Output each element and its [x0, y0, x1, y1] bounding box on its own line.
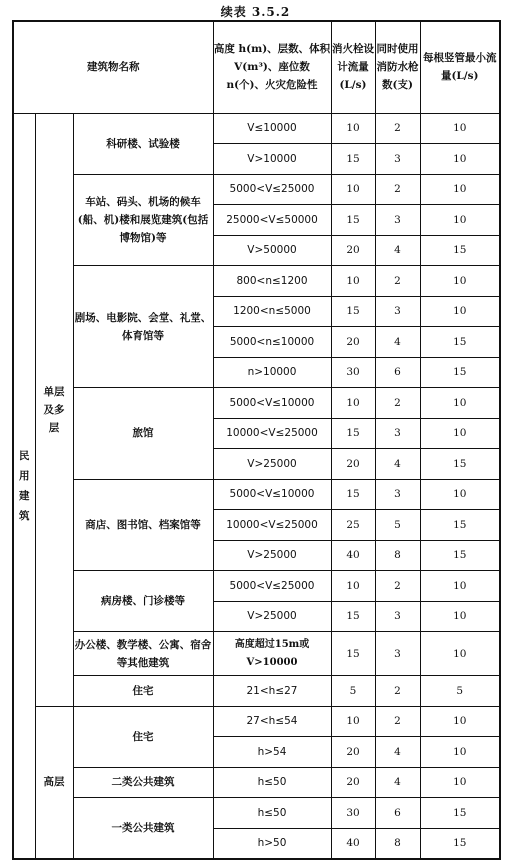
- min-flow-cell: 10: [420, 601, 500, 632]
- condition-cell: V≤10000: [213, 113, 331, 144]
- building-lab: 科研楼、试验楼: [73, 113, 213, 174]
- flow-cell: 5: [331, 676, 375, 707]
- condition-cell: 10000<V≤25000: [213, 418, 331, 449]
- condition-cell: V>25000: [213, 449, 331, 480]
- condition-cell: V>25000: [213, 540, 331, 571]
- flow-cell: 15: [331, 601, 375, 632]
- guns-cell: 3: [375, 296, 420, 327]
- min-flow-cell: 10: [420, 266, 500, 297]
- min-flow-cell: 15: [420, 798, 500, 829]
- min-flow-cell: 15: [420, 449, 500, 480]
- building-theater: 剧场、电影院、会堂、礼堂、体育馆等: [73, 266, 213, 388]
- guns-cell: 2: [375, 706, 420, 737]
- min-flow-cell: 10: [420, 205, 500, 236]
- flow-cell: 10: [331, 571, 375, 602]
- table-title: 续表 3.5.2: [220, 5, 291, 19]
- condition-cell: 27<h≤54: [213, 706, 331, 737]
- guns-cell: 4: [375, 737, 420, 768]
- header-building-name: 建筑物名称: [13, 21, 213, 113]
- guns-cell: 3: [375, 479, 420, 510]
- min-flow-cell: 10: [420, 144, 500, 175]
- header-min-riser-flow: 每根竖管最小流量(L/s): [420, 21, 500, 113]
- min-flow-cell: 5: [420, 676, 500, 707]
- flow-cell: 10: [331, 266, 375, 297]
- min-flow-cell: 15: [420, 510, 500, 541]
- guns-cell: 3: [375, 205, 420, 236]
- condition-cell: 5000<V≤25000: [213, 174, 331, 205]
- flow-cell: 30: [331, 357, 375, 388]
- flow-cell: 40: [331, 540, 375, 571]
- flow-cell: 15: [331, 418, 375, 449]
- guns-cell: 5: [375, 510, 420, 541]
- flow-cell: 15: [331, 144, 375, 175]
- min-flow-cell: 10: [420, 737, 500, 768]
- condition-cell: 高度超过15m或V>10000: [213, 632, 331, 676]
- flow-cell: 15: [331, 632, 375, 676]
- condition-cell: 5000<n≤10000: [213, 327, 331, 358]
- flow-cell: 10: [331, 113, 375, 144]
- min-flow-cell: 15: [420, 357, 500, 388]
- building-public-class1: 一类公共建筑: [73, 798, 213, 859]
- guns-cell: 2: [375, 113, 420, 144]
- min-flow-cell: 15: [420, 540, 500, 571]
- min-flow-cell: 15: [420, 327, 500, 358]
- min-flow-cell: 15: [420, 828, 500, 859]
- group-low-rise: 单层及多层: [35, 113, 73, 706]
- building-hospital: 病房楼、门诊楼等: [73, 571, 213, 632]
- header-gun-count: 同时使用消防水枪数(支): [375, 21, 420, 113]
- guns-cell: 3: [375, 601, 420, 632]
- guns-cell: 3: [375, 144, 420, 175]
- header-design-flow: 消火栓设计流量(L/s): [331, 21, 375, 113]
- guns-cell: 8: [375, 828, 420, 859]
- guns-cell: 2: [375, 388, 420, 419]
- guns-cell: 4: [375, 449, 420, 480]
- table-row: [13, 479, 500, 510]
- flow-cell: 10: [331, 388, 375, 419]
- guns-cell: 4: [375, 327, 420, 358]
- condition-cell: 5000<V≤10000: [213, 388, 331, 419]
- building-house-low: 住宅: [73, 676, 213, 707]
- condition-cell: 21<h≤27: [213, 676, 331, 707]
- table-row: [13, 174, 500, 205]
- flow-cell: 25: [331, 510, 375, 541]
- min-flow-cell: 10: [420, 571, 500, 602]
- condition-cell: h≤50: [213, 798, 331, 829]
- condition-cell: 25000<V≤50000: [213, 205, 331, 236]
- table-row: [13, 798, 500, 829]
- condition-cell: 1200<n≤5000: [213, 296, 331, 327]
- building-hotel: 旅馆: [73, 388, 213, 480]
- min-flow-cell: 10: [420, 632, 500, 676]
- flow-cell: 20: [331, 327, 375, 358]
- table-row: [13, 706, 500, 737]
- guns-cell: 2: [375, 676, 420, 707]
- min-flow-cell: 10: [420, 388, 500, 419]
- min-flow-cell: 10: [420, 706, 500, 737]
- guns-cell: 2: [375, 571, 420, 602]
- min-flow-cell: 10: [420, 296, 500, 327]
- group-civil: 民用建筑: [13, 113, 35, 859]
- group-high-rise: 高层: [35, 706, 73, 859]
- guns-cell: 2: [375, 266, 420, 297]
- condition-cell: h≤50: [213, 767, 331, 798]
- building-office: 办公楼、教学楼、公寓、宿舍等其他建筑: [73, 632, 213, 676]
- table-row: [13, 266, 500, 297]
- guns-cell: 4: [375, 235, 420, 266]
- guns-cell: 3: [375, 418, 420, 449]
- header-row: [13, 21, 500, 113]
- min-flow-cell: 10: [420, 479, 500, 510]
- guns-cell: 4: [375, 767, 420, 798]
- condition-cell: 5000<V≤25000: [213, 571, 331, 602]
- building-public-class2: 二类公共建筑: [73, 767, 213, 798]
- condition-cell: V>10000: [213, 144, 331, 175]
- table-row: [13, 571, 500, 602]
- flow-cell: 15: [331, 205, 375, 236]
- table-row: [13, 113, 500, 144]
- flow-cell: 30: [331, 798, 375, 829]
- min-flow-cell: 10: [420, 418, 500, 449]
- flow-cell: 10: [331, 706, 375, 737]
- fire-hydrant-flow-table: [12, 20, 501, 860]
- condition-cell: 5000<V≤10000: [213, 479, 331, 510]
- guns-cell: 8: [375, 540, 420, 571]
- min-flow-cell: 10: [420, 174, 500, 205]
- condition-cell: 10000<V≤25000: [213, 510, 331, 541]
- condition-cell: h>54: [213, 737, 331, 768]
- flow-cell: 20: [331, 449, 375, 480]
- table-row: [13, 676, 500, 707]
- min-flow-cell: 10: [420, 767, 500, 798]
- min-flow-cell: 10: [420, 113, 500, 144]
- flow-cell: 20: [331, 737, 375, 768]
- flow-cell: 20: [331, 767, 375, 798]
- flow-cell: 10: [331, 174, 375, 205]
- guns-cell: 2: [375, 174, 420, 205]
- building-station: 车站、码头、机场的候车(船、机)楼和展览建筑(包括博物馆)等: [73, 174, 213, 266]
- condition-cell: V>25000: [213, 601, 331, 632]
- building-shop: 商店、图书馆、档案馆等: [73, 479, 213, 571]
- header-parameter: 高度 h(m)、层数、体积 V(m³)、座位数 n(个)、火灾危险性: [213, 21, 331, 113]
- condition-cell: n>10000: [213, 357, 331, 388]
- flow-cell: 15: [331, 296, 375, 327]
- flow-cell: 15: [331, 479, 375, 510]
- table-row: [13, 388, 500, 419]
- condition-cell: 800<n≤1200: [213, 266, 331, 297]
- table-row: [13, 767, 500, 798]
- guns-cell: 3: [375, 632, 420, 676]
- building-house-high: 住宅: [73, 706, 213, 767]
- condition-cell: h>50: [213, 828, 331, 859]
- guns-cell: 6: [375, 798, 420, 829]
- min-flow-cell: 15: [420, 235, 500, 266]
- condition-cell: V>50000: [213, 235, 331, 266]
- flow-cell: 20: [331, 235, 375, 266]
- guns-cell: 6: [375, 357, 420, 388]
- flow-cell: 40: [331, 828, 375, 859]
- table-row: [13, 632, 500, 676]
